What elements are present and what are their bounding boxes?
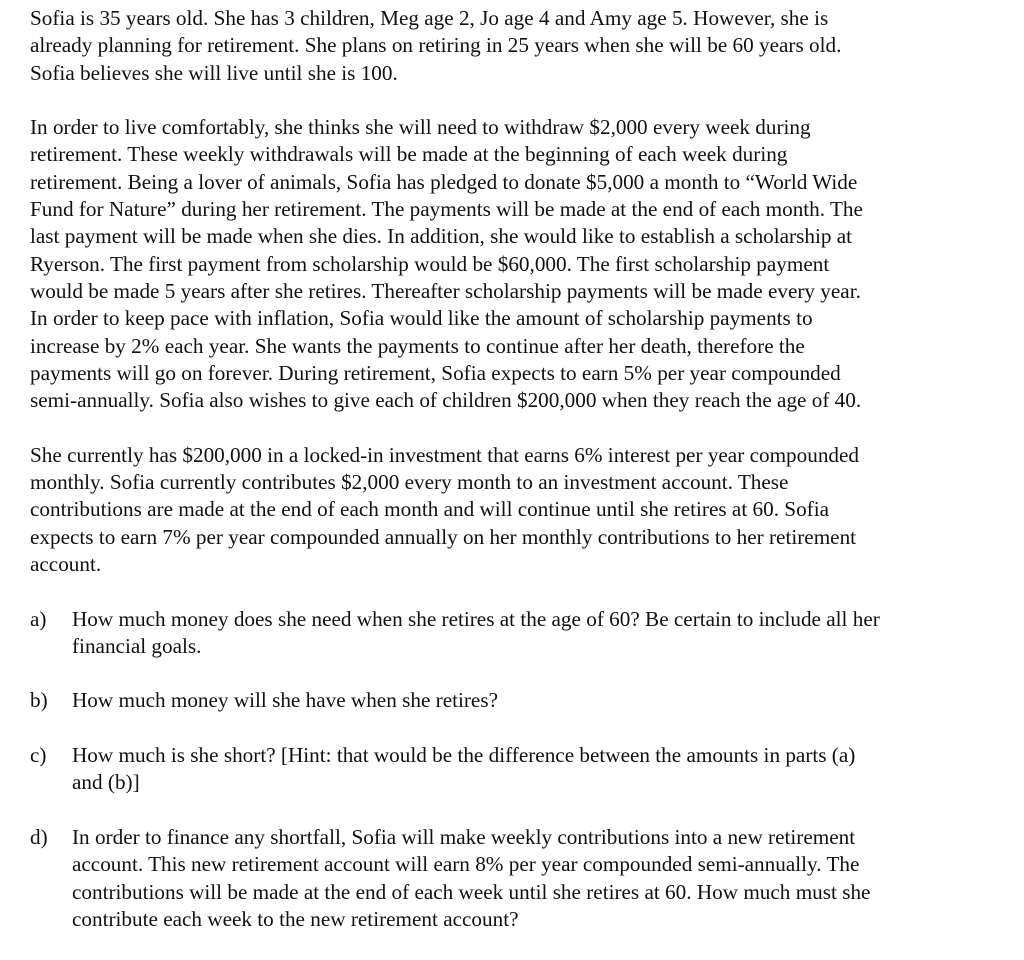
question-label: c) <box>30 743 47 768</box>
paragraph-retirement-goals: In order to live comfortably, she thinks she will need to withdraw $2,000 every week during retirement. These weekly withdrawals will be made at the beginning of each week during retirement. Being a lover of animals, Sofia has pledged to donate $5,000 a month to “World Wide Fund for Nature” during her retirement. The payments will be made at the end of each month. The last payment will be made when she dies. In addition, she would like to establish a scholarship at Ryerson. The first payment from scholarship would be $60,000. The first scholarship payment would be made 5 years after she retires. Thereafter scholarship payments will be made every year. In order to keep pace with inflation, Sofia would like the amount of scholarship payments to increase by 2% each year. She wants the payments to continue after her death, therefore the payments will go on forever. During retirement, Sofia expects to earn 5% per year compounded semi-annually. Sofia also wishes to give each of children $200,000 when they reach the age of 40. <box>30 115 863 413</box>
question-a <box>30 606 990 661</box>
document-page <box>30 5 990 960</box>
question-text: In order to finance any shortfall, Sofia will make weekly contributions into a new retirement account. This new retirement account will earn 8% per year compounded semi-annually. The contributions will be made at the end of each week until she retires at 60. How much must she contribute each week to the new retirement account? <box>72 824 871 931</box>
question-c <box>30 742 990 797</box>
paragraph-intro: Sofia is 35 years old. She has 3 children, Meg age 2, Jo age 4 and Amy age 5. However, she is already planning for retirement. She plans on retiring in 25 years when she will be 60 years old. Sofia believes she will live until she is 100. <box>30 6 842 85</box>
question-text: How much money does she need when she retires at the age of 60? Be certain to include all her financial goals. <box>72 606 880 658</box>
question-label: a) <box>30 606 47 631</box>
question-b <box>30 687 990 714</box>
question-text: How much is she short? [Hint: that would be the difference between the amounts in parts (a) and (b)] <box>72 743 856 795</box>
question-text: How much money will she have when she retires? <box>72 688 498 713</box>
question-label: d) <box>30 824 48 849</box>
paragraph-current-investments: She currently has $200,000 in a locked-in investment that earns 6% interest per year compounded monthly. Sofia currently contributes $2,000 every month to an investment account. These contributions are made at the end of each month and will continue until she retires at 60. Sofia expects to earn 7% per year compounded annually on her monthly contributions to her retirement account. <box>30 442 860 576</box>
question-d <box>30 824 990 933</box>
question-label: b) <box>30 688 48 713</box>
